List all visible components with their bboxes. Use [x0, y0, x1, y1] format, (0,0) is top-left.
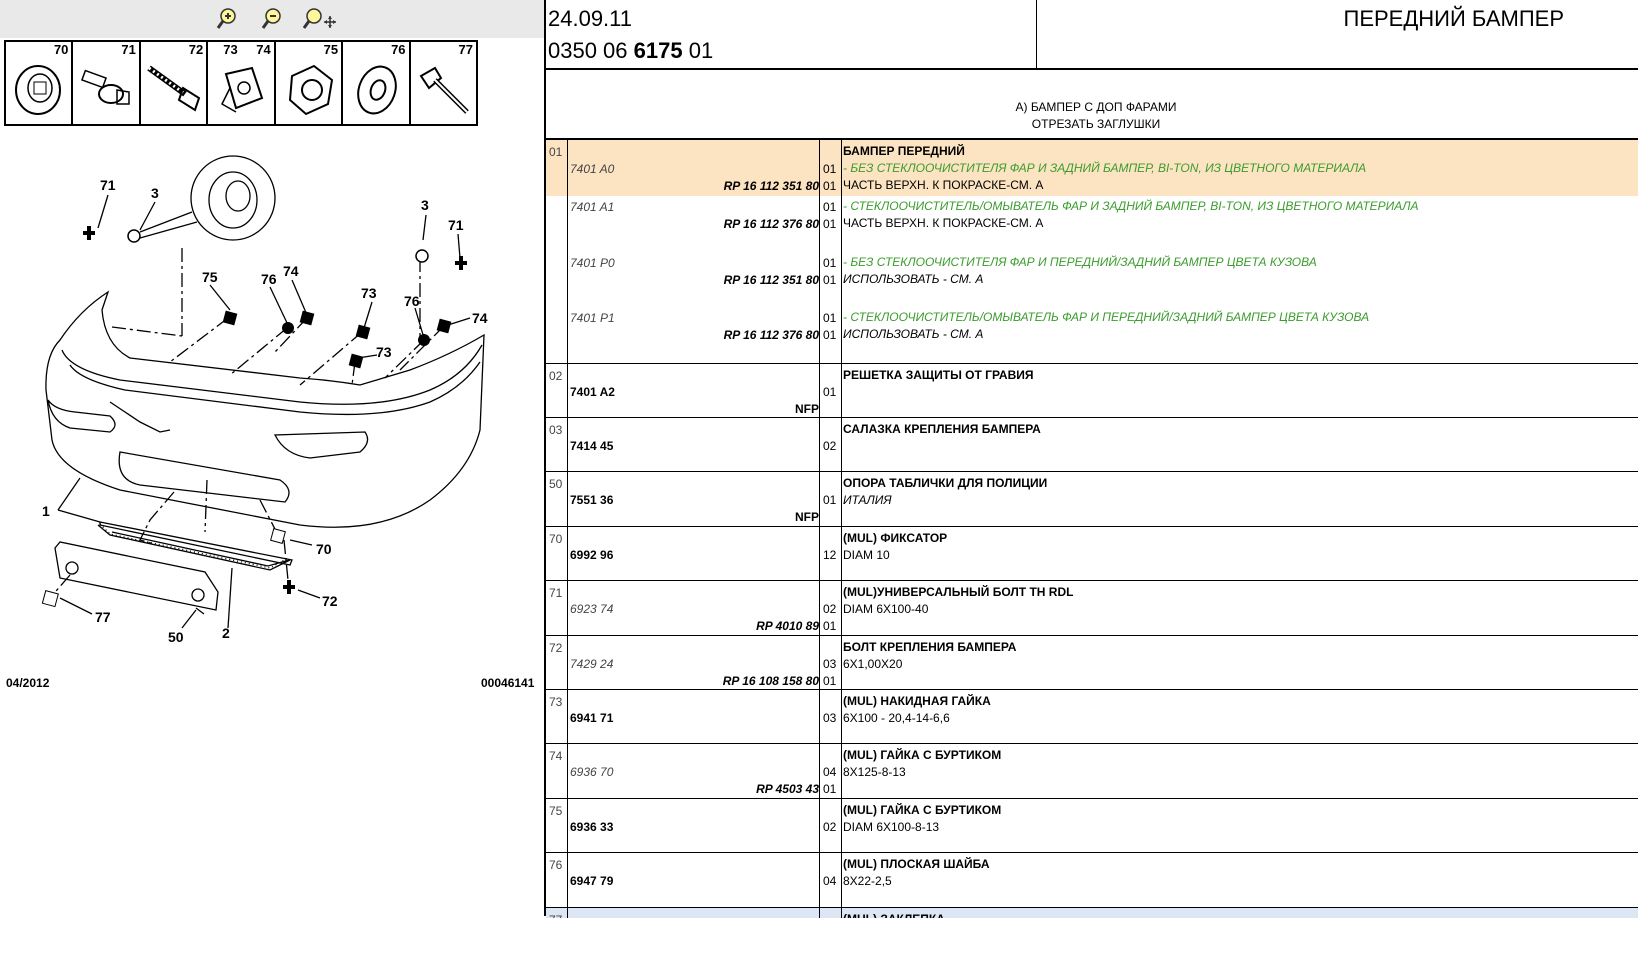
ref-number: 75: [549, 804, 563, 818]
part-title: БАМПЕР ПЕРЕДНИЙ: [843, 144, 965, 158]
thumb-number: 76: [391, 42, 406, 57]
ref-cell: [546, 581, 568, 635]
part-number[interactable]: 7401 A2: [570, 385, 615, 399]
part-number[interactable]: 6936 70: [570, 765, 614, 779]
part-title: (MUL)УНИВЕРСАЛЬНЫЙ БОЛТ TH RDL: [843, 585, 1074, 599]
callout: 76: [404, 293, 420, 309]
thumb-number: 72: [188, 42, 204, 57]
callout: 76: [261, 271, 277, 287]
ref-cell: [546, 636, 568, 689]
part-desc: 6X1,00X20: [843, 657, 903, 671]
part-title: (MUL) ФИКСАТОР: [843, 531, 948, 545]
ref-number: 50: [549, 477, 563, 491]
part-title: (MUL) ГАЙКА С БУРТИКОМ: [843, 803, 1002, 817]
callout: 72: [322, 593, 338, 609]
part-desc: 6X100 - 20,4-14-6,6: [843, 711, 950, 725]
thumb-75[interactable]: [276, 42, 343, 124]
parts-table-panel: [546, 0, 1638, 968]
thumb-77[interactable]: [411, 42, 476, 124]
part-cell: [568, 744, 820, 798]
qty-cell: [820, 853, 842, 907]
part-title: РЕШЕТКА ЗАЩИТЫ ОТ ГРАВИЯ: [843, 368, 1034, 382]
header-date: 24.09.11: [548, 6, 633, 31]
part-number[interactable]: 7551 36: [570, 493, 614, 507]
qty: 02: [823, 820, 837, 834]
desc-cell: [842, 140, 1638, 363]
desc-cell: [842, 636, 1638, 689]
table-row[interactable]: [546, 418, 1638, 472]
ref-cell: [546, 364, 568, 417]
note-text: ИСПОЛЬЗОВАТЬ - СМ. A: [843, 272, 984, 286]
part-number[interactable]: 6947 79: [570, 874, 614, 888]
part-desc: DIAM 6X100-40: [843, 602, 929, 616]
ref-number: 02: [549, 369, 563, 383]
qty-cell: [820, 527, 842, 580]
qty-cell: [820, 636, 842, 689]
table-row[interactable]: [546, 636, 1638, 690]
nfp-label: NFP: [795, 510, 819, 524]
part-cell: [568, 140, 820, 363]
ref-cell: [546, 140, 568, 363]
ref-number: 01: [549, 145, 563, 159]
thumb-71[interactable]: [73, 42, 140, 124]
qty: 01: [823, 179, 837, 193]
part-number[interactable]: 7401 A0: [570, 162, 615, 176]
qty-cell: [820, 472, 842, 526]
callout: 70: [316, 541, 332, 557]
ref-cell: [546, 472, 568, 526]
thumb-number: 73: [223, 42, 238, 57]
table-row[interactable]: [546, 799, 1638, 853]
qty-cell: [820, 581, 842, 635]
ref-cell: [546, 744, 568, 798]
qty: 01: [823, 273, 837, 287]
rp-number[interactable]: RP 16 112 351 80: [723, 273, 819, 287]
rp-number[interactable]: RP 4010 89: [756, 619, 819, 633]
callout: 1: [42, 503, 50, 519]
desc-cell: [842, 799, 1638, 852]
callout: 2: [222, 625, 230, 641]
parts-table: [546, 140, 1638, 918]
rp-number[interactable]: RP 16 112 376 80: [723, 217, 819, 231]
qty: 03: [823, 657, 837, 671]
callout: 50: [168, 629, 184, 645]
part-title: САЛАЗКА КРЕПЛЕНИЯ БАМПЕРА: [843, 422, 1041, 436]
callout: 75: [202, 269, 218, 285]
thumb-72[interactable]: [141, 42, 208, 124]
part-number[interactable]: 6941 71: [570, 711, 614, 725]
part-number[interactable]: 6936 33: [570, 820, 614, 834]
part-cell: [568, 636, 820, 689]
callout: 3: [151, 185, 159, 201]
qty: 01: [823, 674, 837, 688]
ref-number: 76: [549, 858, 563, 872]
part-cell: [568, 418, 820, 471]
screw-icon: [145, 58, 205, 118]
qty: 03: [823, 711, 837, 725]
part-number[interactable]: 6923 74: [570, 602, 614, 616]
thumb-number: 71: [121, 42, 136, 57]
ref-cell: [546, 799, 568, 852]
ref-number: 74: [549, 749, 563, 763]
ref-number: 72: [549, 641, 563, 655]
desc-cell: [842, 581, 1638, 635]
part-cell: [568, 472, 820, 526]
table-row[interactable]: [546, 364, 1638, 418]
part-number[interactable]: 7401 P1: [570, 311, 615, 325]
table-row[interactable]: [546, 853, 1638, 908]
qty: 01: [823, 619, 837, 633]
part-title: (MUL) ПЛОСКАЯ ШАЙБА: [843, 857, 990, 871]
bolt-icon: [77, 58, 137, 118]
qty-cell: [820, 140, 842, 363]
thumb-number: 74: [256, 42, 271, 57]
callout: 74: [283, 263, 299, 279]
table-row[interactable]: [546, 581, 1638, 636]
code-prefix: 0350 06: [548, 38, 634, 63]
nfp-label: NFP: [795, 402, 819, 416]
ref-number: 71: [549, 586, 563, 600]
condition-text: - СТЕКЛООЧИСТИТЕЛЬ/ОМЫВАТЕЛЬ ФАР И ЗАДНИЙ БАМПЕР, BI-TON, ИЗ ЦВЕТНОГО МАТЕРИАЛА: [843, 199, 1419, 213]
thumb-73-74[interactable]: [208, 42, 275, 124]
ref-number: 73: [549, 695, 563, 709]
qty: 02: [823, 602, 837, 616]
part-title: (MUL) ГАЙКА С БУРТИКОМ: [843, 748, 1002, 762]
rp-number[interactable]: RP 16 112 376 80: [723, 328, 819, 342]
header-divider: [1036, 0, 1037, 68]
note-line: ОТРЕЗАТЬ ЗАГЛУШКИ: [1031, 117, 1161, 131]
callout: 74: [472, 310, 488, 326]
table-row[interactable]: [546, 744, 1638, 799]
thumb-76[interactable]: [343, 42, 410, 124]
part-number[interactable]: 7429 24: [570, 657, 614, 671]
ref-cell: [546, 527, 568, 580]
callout: 3: [421, 197, 429, 213]
part-cell: [568, 799, 820, 852]
condition-text: - БЕЗ СТЕКЛООЧИСТИТЕЛЯ ФАР И ПЕРЕДНИЙ/ЗАДНИЙ БАМПЕР ЦВЕТА КУЗОВА: [843, 255, 1317, 269]
code-bold: 6175: [633, 38, 683, 63]
part-desc: 8X22-2,5: [843, 874, 892, 888]
part-desc: 8X125-8-13: [843, 765, 906, 779]
ref-number: 03: [549, 423, 563, 437]
rivet-icon: [415, 58, 475, 118]
rp-number[interactable]: RP 16 108 158 80: [722, 674, 819, 688]
ref-cell: [546, 418, 568, 471]
qty-cell: [820, 744, 842, 798]
condition-text: - СТЕКЛООЧИСТИТЕЛЬ/ОМЫВАТЕЛЬ ФАР И ПЕРЕДНИЙ/ЗАДНИЙ БАМПЕР ЦВЕТА КУЗОВА: [843, 310, 1370, 324]
zoom-pan-icon[interactable]: [302, 6, 338, 32]
qty: 01: [823, 782, 837, 796]
qty: 02: [823, 439, 837, 453]
rp-number[interactable]: RP 4503 43: [756, 782, 819, 796]
diagram-date: 04/2012: [6, 676, 50, 690]
note-line: A) БАМПЕР С ДОП ФАРАМИ: [1015, 100, 1177, 114]
qty: 01: [823, 385, 837, 399]
desc-cell: [842, 418, 1638, 471]
condition-text: - БЕЗ СТЕКЛООЧИСТИТЕЛЯ ФАР И ЗАДНИЙ БАМПЕР, BI-TON, ИЗ ЦВЕТНОГО МАТЕРИАЛА: [843, 161, 1367, 175]
rp-number[interactable]: RP 16 112 351 80: [723, 179, 819, 193]
qty: 01: [823, 200, 837, 214]
note-text: ИСПОЛЬЗОВАТЬ - СМ. A: [843, 327, 984, 341]
callout: 73: [376, 344, 392, 360]
callout: 73: [361, 285, 377, 301]
flange-nut-icon: [280, 58, 340, 118]
part-title: ОПОРА ТАБЛИЧКИ ДЛЯ ПОЛИЦИИ: [843, 476, 1048, 490]
part-title: БОЛТ КРЕПЛЕНИЯ БАМПЕРА: [843, 640, 1017, 654]
part-cell: [568, 364, 820, 417]
qty-cell: [820, 364, 842, 417]
qty: 01: [823, 328, 837, 342]
part-number[interactable]: 7401 A1: [570, 200, 615, 214]
desc-cell: [842, 853, 1638, 907]
parts-thumbnails: [4, 40, 478, 126]
part-number[interactable]: 7401 P0: [570, 256, 615, 270]
part-desc: DIAM 10: [843, 548, 890, 562]
qty: 01: [823, 162, 837, 176]
qty-cell: [820, 799, 842, 852]
part-cell: [568, 581, 820, 635]
note-text: ЧАСТЬ ВЕРХН. К ПОКРАСКЕ-СМ. A: [843, 216, 1044, 230]
code-suffix: 01: [682, 38, 714, 63]
qty: 01: [823, 256, 837, 270]
thumb-number: 77: [458, 42, 473, 57]
note-text: ЧАСТЬ ВЕРХН. К ПОКРАСКЕ-СМ. A: [843, 178, 1044, 192]
part-number[interactable]: 7414 45: [570, 439, 614, 453]
callout: 77: [95, 609, 111, 625]
qty: 04: [823, 765, 837, 779]
desc-cell: [842, 527, 1638, 580]
exploded-diagram: [0, 140, 545, 660]
qty: 12: [823, 548, 837, 562]
washer-icon: [347, 58, 407, 118]
nut-clip-icon: [212, 58, 272, 118]
thumb-70[interactable]: [6, 42, 73, 124]
clip-icon: [10, 58, 70, 118]
table-row[interactable]: [546, 140, 1638, 364]
qty-cell: [820, 418, 842, 471]
ref-cell: [546, 690, 568, 743]
thumb-number: 70: [53, 42, 69, 57]
table-header: [546, 0, 1638, 70]
diagram-ref: 00046141: [481, 676, 535, 690]
callout: 71: [100, 177, 116, 193]
desc-cell: [842, 744, 1638, 798]
qty: 04: [823, 874, 837, 888]
notes-block: [546, 70, 1638, 140]
part-cell: [568, 690, 820, 743]
bottom-blank-area: [0, 918, 1638, 968]
part-desc: ИТАЛИЯ: [843, 493, 892, 507]
callout: 71: [448, 217, 464, 233]
page-title: ПЕРЕДНИЙ БАМПЕР: [1343, 6, 1564, 31]
ref-number: 70: [549, 532, 563, 546]
part-number[interactable]: 6992 96: [570, 548, 614, 562]
part-desc: DIAM 6X100-8-13: [843, 820, 940, 834]
part-cell: [568, 853, 820, 907]
qty: 01: [823, 493, 837, 507]
header-code: [548, 38, 713, 64]
thumb-number: 75: [323, 42, 339, 57]
table-row[interactable]: [546, 527, 1638, 581]
part-cell: [568, 527, 820, 580]
ref-cell: [546, 853, 568, 907]
part-title: (MUL) НАКИДНАЯ ГАЙКА: [843, 694, 991, 708]
zoom-in-icon[interactable]: [216, 6, 242, 32]
table-row[interactable]: [546, 472, 1638, 527]
zoom-out-icon[interactable]: [261, 6, 287, 32]
qty-cell: [820, 690, 842, 743]
diagram-panel: [0, 0, 545, 968]
qty: 01: [823, 217, 837, 231]
table-row[interactable]: [546, 690, 1638, 744]
desc-cell: [842, 472, 1638, 526]
desc-cell: [842, 690, 1638, 743]
qty: 01: [823, 311, 837, 325]
desc-cell: [842, 364, 1638, 417]
diagram-toolbar: [0, 0, 545, 38]
